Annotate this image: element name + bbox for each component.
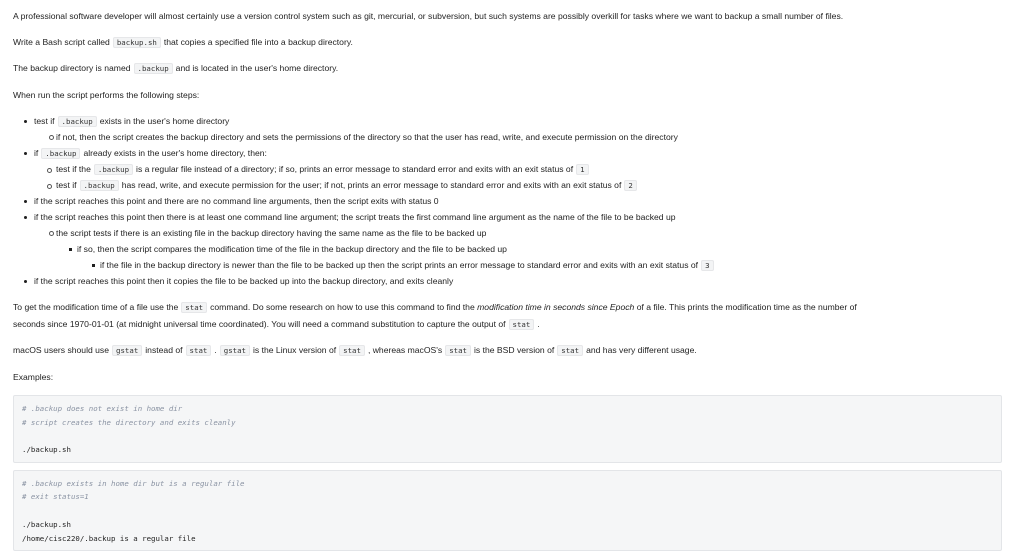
list-item: if so, then the script compares the modification time of the file in the backup directory and the file to be backed up: [77, 244, 507, 254]
inline-code: .backup: [58, 116, 97, 127]
list-item: [56, 180, 640, 191]
inline-code: backup.sh: [113, 37, 161, 48]
steps-intro-paragraph: When run the script performs the following steps:: [13, 90, 200, 100]
modtime-paragraph-line2: [13, 319, 540, 330]
list-item: if the script reaches this point then there is at least one command line argument; the script treats the first command line argument as the name of the file to be backed up: [34, 212, 676, 222]
code-block-example-1: [13, 395, 1002, 463]
code-comment: # script creates the directory and exits cleanly: [22, 418, 236, 427]
script-name-paragraph: [13, 37, 353, 48]
text: is the BSD version of: [474, 345, 555, 355]
inline-code: .backup: [134, 63, 173, 74]
text: test if the: [56, 164, 91, 174]
text: if the file in the backup directory is newer than the file to be backed up then the script prints an error message to standard error and exits with an exit status of: [100, 260, 699, 270]
text: test if: [56, 180, 77, 190]
text: exists in the user's home directory: [99, 116, 230, 126]
text: of a file. This prints the modification time as the number of: [636, 302, 857, 312]
inline-code: gstat: [112, 345, 142, 356]
list-item: [100, 260, 717, 271]
inline-code: .backup: [41, 148, 80, 159]
text: has read, write, and execute permission for the user; if not, prints an error message to standard error and exits with an exit status of: [121, 180, 622, 190]
inline-code: 3: [701, 260, 713, 271]
macos-paragraph: [13, 345, 697, 356]
list-item: [56, 164, 592, 175]
bullet-icon: [24, 152, 27, 155]
list-item: the script tests if there is an existing file in the backup directory having the same name as the file to be backed up: [56, 228, 487, 238]
inline-code: stat: [181, 302, 207, 313]
bullet-icon: [69, 248, 72, 251]
code-comment: # .backup exists in home dir but is a regular file: [22, 479, 245, 488]
text: seconds since 1970-01-01 (at midnight universal time coordinated). You will need a command substitution to capture the output of: [13, 319, 506, 329]
bullet-icon: [24, 120, 27, 123]
bullet-icon: [92, 264, 95, 267]
text: command. Do some research on how to use this command to find the: [210, 302, 475, 312]
bullet-icon: [49, 135, 54, 140]
inline-code: 2: [624, 180, 636, 191]
bullet-icon: [24, 200, 27, 203]
inline-code: stat: [509, 319, 535, 330]
inline-code: stat: [557, 345, 583, 356]
text: .: [537, 319, 540, 329]
emphasis: modification time in seconds since Epoch: [477, 302, 635, 312]
text: if: [34, 148, 39, 158]
list-item: [34, 148, 267, 159]
backup-dir-paragraph: [13, 63, 338, 74]
inline-code: 1: [576, 164, 588, 175]
text: instead of: [145, 345, 183, 355]
text: is a regular file instead of a directory; if so, prints an error message to standard error and exits with an exit status of: [136, 164, 574, 174]
inline-code: .backup: [80, 180, 119, 191]
text: , whereas macOS's: [367, 345, 443, 355]
text: The backup directory is named: [13, 63, 131, 73]
inline-code: stat: [339, 345, 365, 356]
bullet-icon: [47, 168, 52, 173]
inline-code: gstat: [220, 345, 250, 356]
text: and has very different usage.: [586, 345, 697, 355]
list-item: if not, then the script creates the backup directory and sets the permissions of the directory so that the user has read, write, and execute permission on the directory: [56, 132, 678, 142]
examples-label: Examples:: [13, 372, 54, 382]
code-comment: # exit status=1: [22, 492, 89, 501]
code-command: ./backup.sh: [22, 520, 71, 529]
text: To get the modification time of a file use the: [13, 302, 179, 312]
code-output: /home/cisc220/.backup is a regular file: [22, 534, 196, 543]
bullet-icon: [24, 216, 27, 219]
text: and is located in the user's home directory.: [175, 63, 339, 73]
text: already exists in the user's home directory, then:: [83, 148, 267, 158]
inline-code: stat: [186, 345, 212, 356]
list-item: if the script reaches this point then it copies the file to be backed up into the backup directory, and exits cleanly: [34, 276, 454, 286]
text: test if: [34, 116, 55, 126]
bullet-icon: [24, 280, 27, 283]
inline-code: stat: [445, 345, 471, 356]
intro-paragraph: A professional software developer will almost certainly use a version control system such as git, mercurial, or subversion, but such systems are possibly overkill for tasks where we want to backup a small number of files.: [13, 11, 844, 21]
code-comment: # .backup does not exist in home dir: [22, 404, 183, 413]
modtime-paragraph-line1: [13, 302, 857, 313]
inline-code: .backup: [94, 164, 133, 175]
bullet-icon: [49, 231, 54, 236]
list-item: if the script reaches this point and there are no command line arguments, then the script exits with status 0: [34, 196, 439, 206]
text: macOS users should use: [13, 345, 110, 355]
text: is the Linux version of: [253, 345, 337, 355]
text: .: [214, 345, 217, 355]
text: that copies a specified file into a backup directory.: [163, 37, 353, 47]
list-item: [34, 116, 229, 127]
text: Write a Bash script called: [13, 37, 110, 47]
bullet-icon: [47, 184, 52, 189]
code-command: ./backup.sh: [22, 445, 71, 454]
code-block-example-2: [13, 470, 1002, 551]
